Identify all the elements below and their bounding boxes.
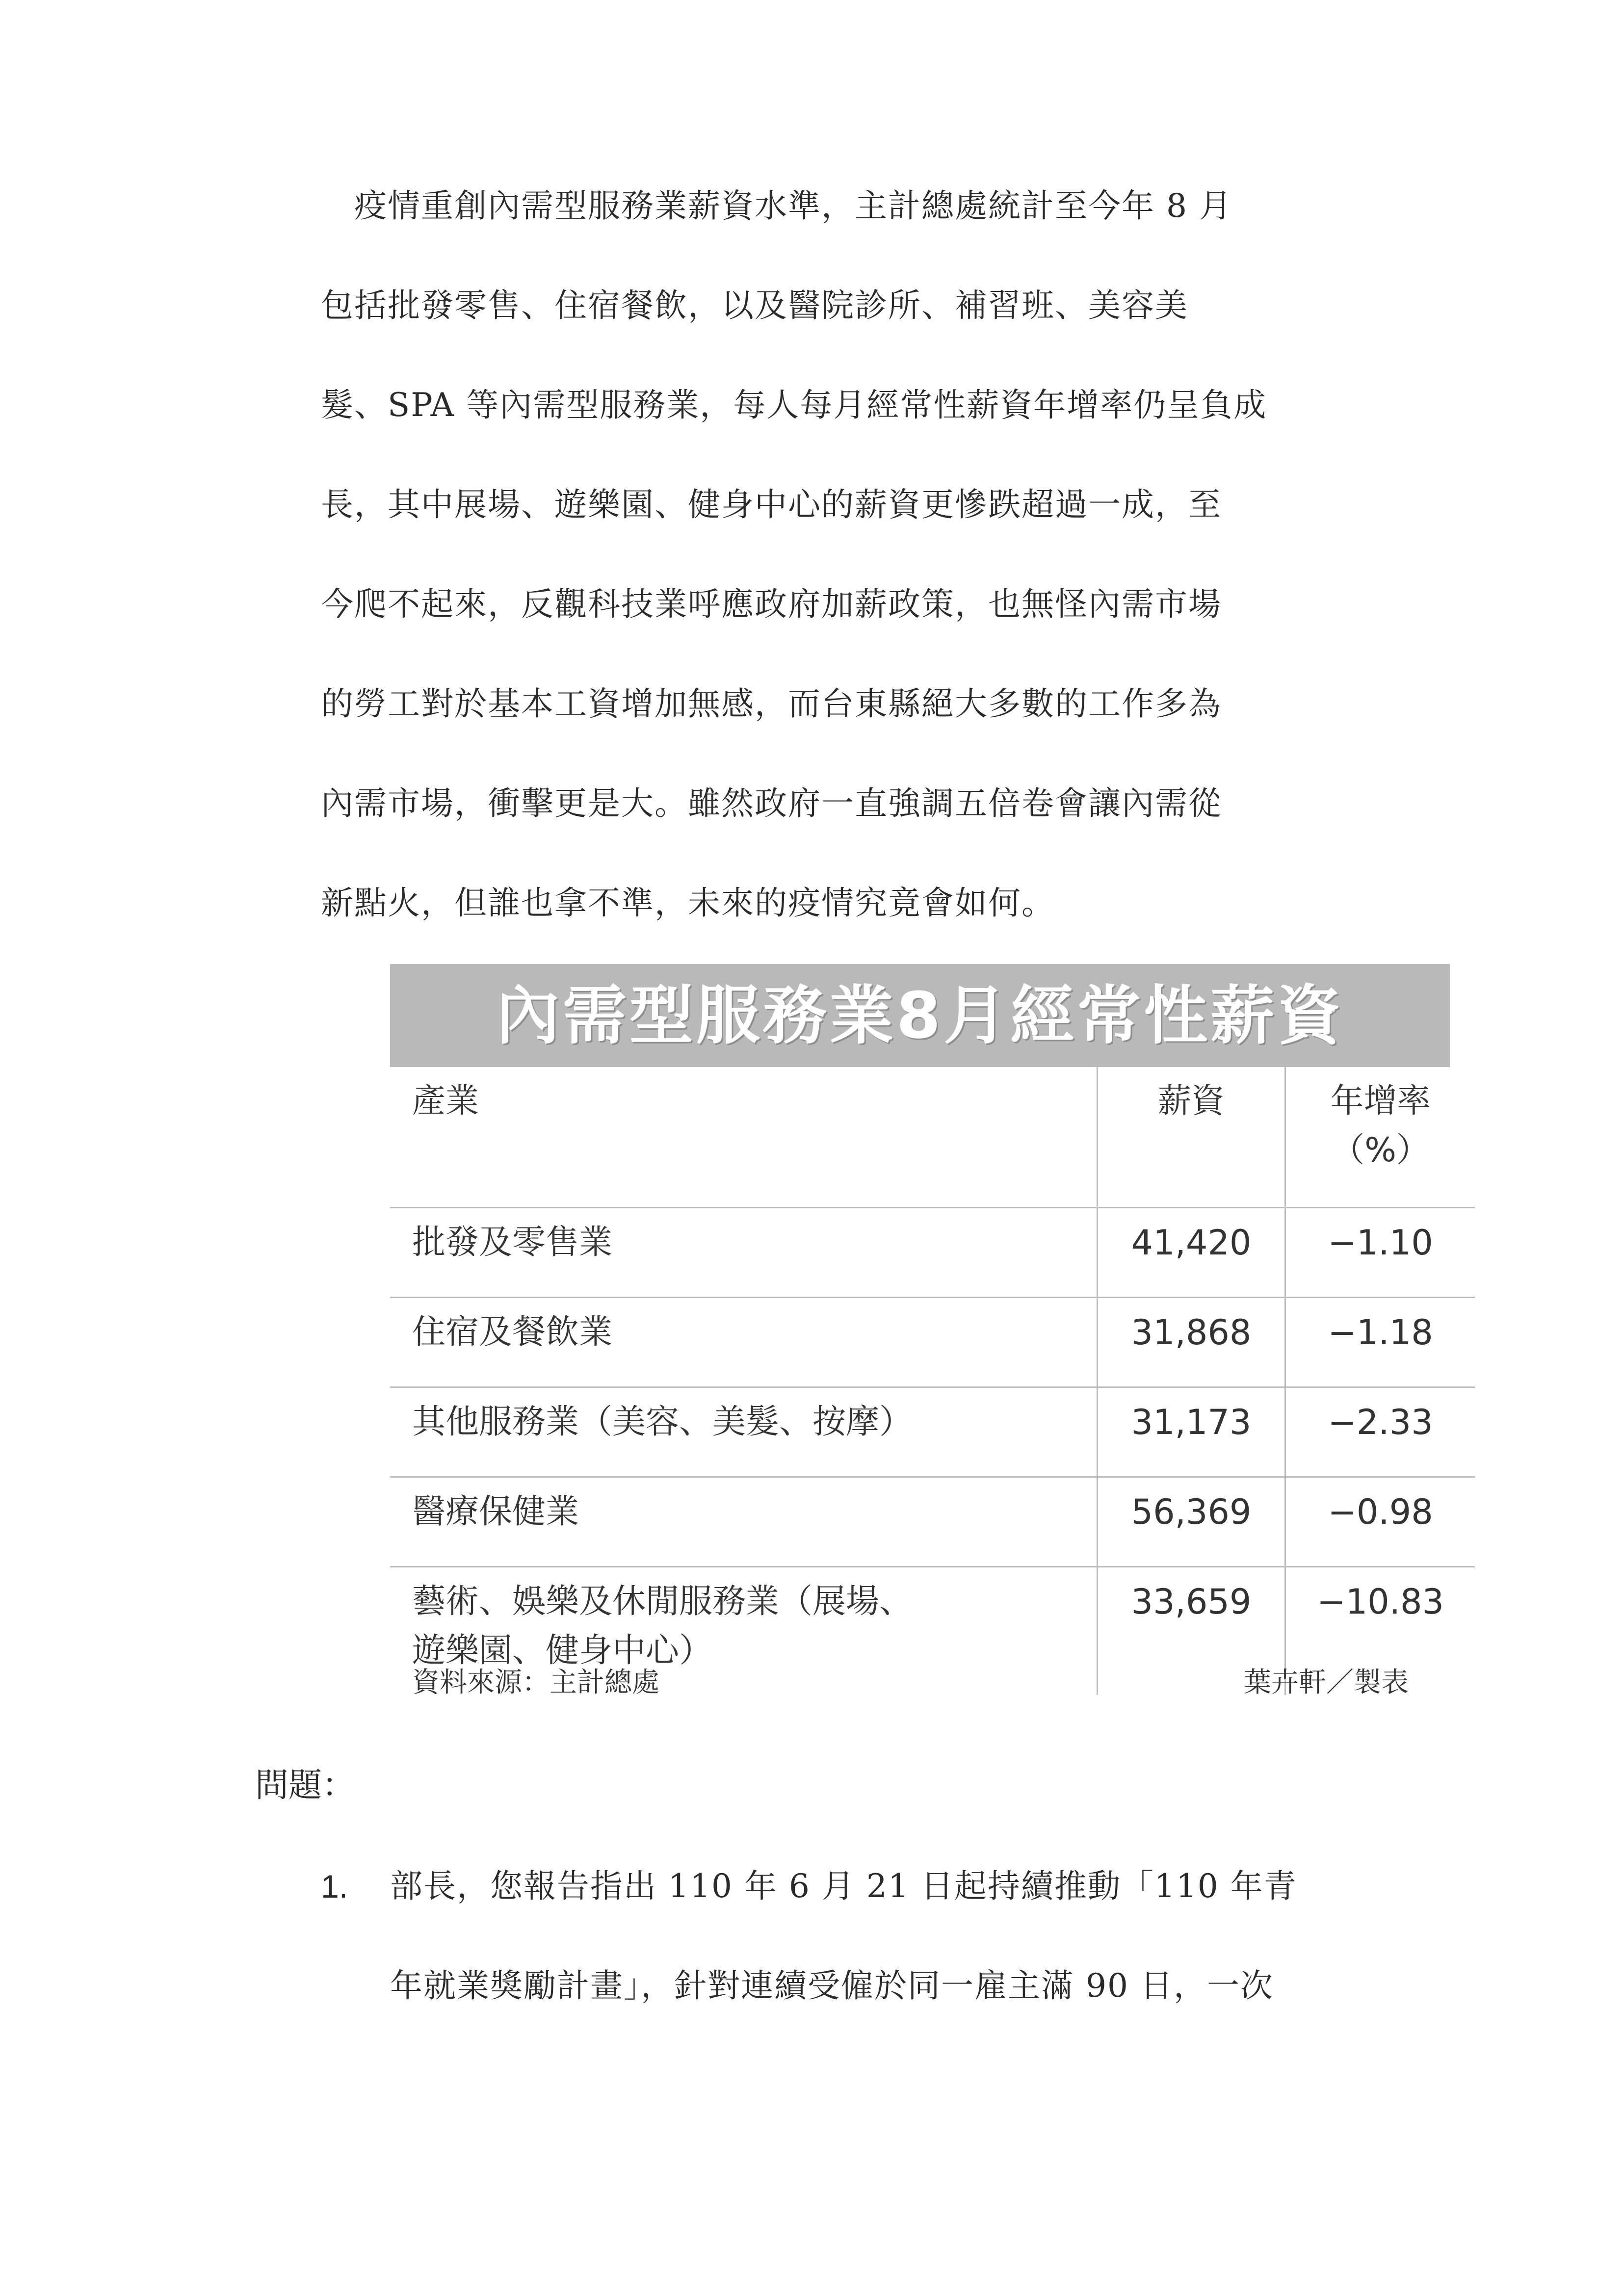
questions-heading: 問題：	[255, 1766, 356, 1805]
row-growth: −0.98	[1285, 1477, 1475, 1567]
table-credit: 葉卉軒／製表	[1244, 1667, 1409, 1698]
table-title: 內需型服務業8月經常性薪資	[390, 964, 1450, 1067]
row-industry-line2: 遊樂園、健身中心）	[412, 1631, 713, 1670]
table-row	[390, 1477, 1475, 1567]
row-salary: 56,369	[1098, 1477, 1285, 1567]
header-growth-line2: （%）	[1331, 1131, 1430, 1170]
question-line: 年就業獎勵計畫」，針對連續受僱於同一雇主滿 90 日，一次	[390, 1967, 1274, 2005]
row-industry	[390, 1387, 1098, 1477]
paragraph-line: 的勞工對於基本工資增加無感，而台東縣絕大多數的工作多為	[321, 685, 1222, 723]
row-industry-line1: 住宿及餐飲業	[412, 1313, 613, 1352]
table-header-row	[390, 1067, 1475, 1208]
paragraph-line: 新點火，但誰也拿不準，未來的疫情究竟會如何。	[321, 884, 1055, 922]
row-growth: −1.18	[1285, 1298, 1475, 1387]
row-industry	[390, 1477, 1098, 1567]
paragraph-line: 內需市場，衝擊更是大。雖然政府一直強調五倍卷會讓內需從	[321, 784, 1222, 822]
row-industry	[390, 1298, 1098, 1387]
paragraph-line: 包括批發零售、住宿餐飲，以及醫院診所、補習班、美容美	[321, 287, 1188, 324]
header-salary: 薪資	[1098, 1067, 1285, 1208]
question-number: 1.	[321, 1868, 348, 1905]
row-industry-line1: 批發及零售業	[412, 1223, 613, 1262]
question-line: 部長，您報告指出 110 年 6 月 21 日起持續推動「110 年青	[390, 1867, 1297, 1905]
table-row	[390, 1387, 1475, 1477]
row-growth: −10.83	[1285, 1567, 1475, 1696]
paragraph-line: 今爬不起來，反觀科技業呼應政府加薪政策，也無怪內需市場	[321, 585, 1222, 623]
row-salary: 41,420	[1098, 1208, 1285, 1298]
row-salary: 31,868	[1098, 1298, 1285, 1387]
salary-table	[390, 1067, 1475, 1695]
header-industry: 產業	[390, 1067, 1098, 1208]
paragraph-line: 長，其中展場、遊樂園、健身中心的薪資更慘跌超過一成，至	[321, 486, 1222, 523]
header-growth-line1: 年增率	[1330, 1082, 1431, 1121]
row-industry-line1: 醫療保健業	[412, 1492, 579, 1531]
table-row	[390, 1208, 1475, 1298]
row-growth: −2.33	[1285, 1387, 1475, 1477]
row-industry	[390, 1208, 1098, 1298]
table-source: 資料來源：主計總處	[412, 1667, 659, 1698]
row-growth: −1.10	[1285, 1208, 1475, 1298]
row-salary: 33,659	[1098, 1567, 1285, 1696]
header-growth	[1285, 1067, 1475, 1208]
row-industry-line1: 藝術、娛樂及休閒服務業（展場、	[412, 1582, 913, 1621]
paragraph-line: 髮、SPA 等內需型服務業，每人每月經常性薪資年增率仍呈負成	[321, 386, 1267, 424]
row-salary: 31,173	[1098, 1387, 1285, 1477]
paragraph-line: 疫情重創內需型服務業薪資水準，主計總處統計至今年 8 月	[321, 187, 1232, 225]
table-row	[390, 1298, 1475, 1387]
row-industry-line1: 其他服務業（美容、美髮、按摩）	[412, 1403, 913, 1441]
